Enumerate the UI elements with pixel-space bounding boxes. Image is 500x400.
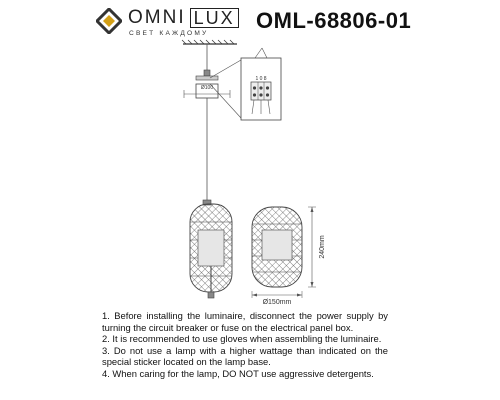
instruction-item: 2. It is recommended to use gloves when assembling the luminaire. bbox=[102, 333, 382, 345]
brand-tagline: СВЕТ КАЖДОМУ bbox=[129, 30, 209, 37]
width-dimension: Ø150mm bbox=[262, 299, 292, 306]
model-number: OML-68806-01 bbox=[256, 8, 412, 33]
terminal-detail bbox=[210, 48, 281, 120]
brand-omni: OMNI bbox=[128, 7, 186, 28]
canopy bbox=[184, 84, 230, 200]
canopy-dimension: Ø100 bbox=[200, 85, 214, 91]
instruction-item: 4. When caring for the lamp, DO NOT use aggressive detergents. bbox=[102, 367, 374, 379]
terminal-label: 1 0 8 bbox=[255, 76, 267, 82]
instruction-item: 1. Before installing the luminaire, disconnect the power supply by turning the circuit breaker or fuse on the electrical panel box. bbox=[102, 310, 388, 333]
lamp-shade-side bbox=[252, 207, 326, 306]
lamp-shade-front bbox=[190, 200, 232, 298]
mounting-bracket bbox=[196, 44, 218, 80]
ceiling bbox=[182, 40, 237, 44]
safety-instructions bbox=[102, 310, 388, 380]
height-dimension: 240mm bbox=[319, 235, 326, 259]
brand-lux: LUX bbox=[190, 8, 239, 28]
instruction-item: 3. Do not use a lamp with a higher wattage than indicated on the special sticker located on the lamp base. bbox=[102, 344, 388, 368]
